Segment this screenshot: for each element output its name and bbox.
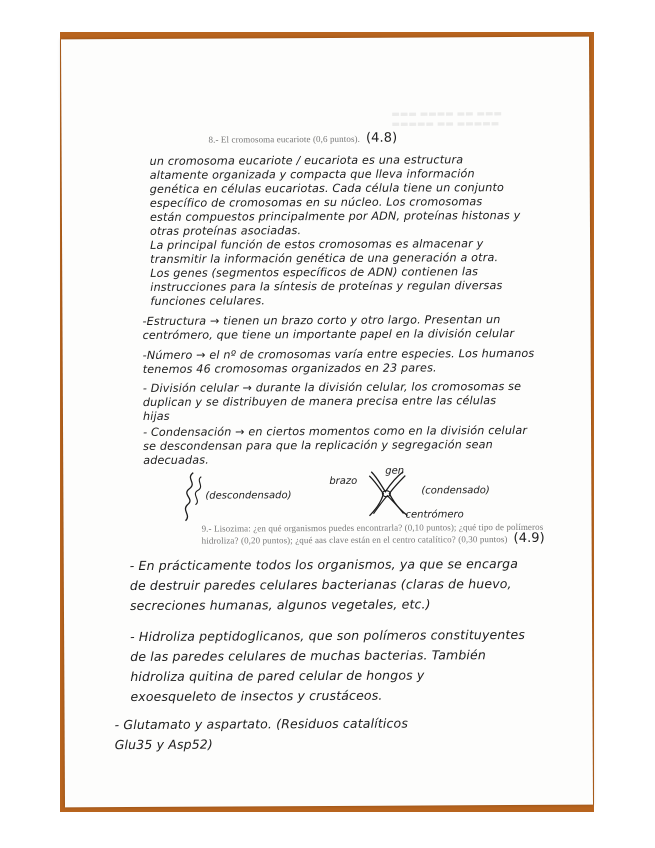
- text-line: -Número → el nº de cromosomas varía entre especies. Los humanos: [142, 346, 535, 362]
- text-line: secreciones humanas, algunos vegetales, etc.): [129, 596, 431, 614]
- decondensed-label: (descondensado): [205, 490, 292, 502]
- text-line: de las paredes celulares de muchas bacterias. También: [130, 647, 486, 665]
- text-line: - División celular → durante la división celular, los cromosomas se: [142, 379, 522, 395]
- q8-item-condensacion: [143, 424, 591, 468]
- question-8-prompt: 8.- El cromosoma eucariote (0,6 puntos). (4.8): [208, 130, 398, 146]
- text-line: se descondensan para que la replicación y segregación sean: [143, 438, 493, 453]
- text-line: - Glutamato y aspartato. (Residuos catalíticos: [114, 715, 409, 733]
- text-line: altamente organizada y compacta que lleva información: [149, 167, 475, 182]
- text-line: - Hidroliza peptidoglicanos, que son polímeros constituyentes: [130, 626, 525, 645]
- text-line: - En prácticamente todos los organismos, ya que se encarga: [129, 556, 519, 574]
- gene-label: gen: [385, 465, 405, 477]
- arm-label: brazo: [329, 475, 358, 487]
- text-line: hijas: [142, 409, 170, 423]
- centromere-label: centrómero: [405, 509, 464, 521]
- text-line: de destruir paredes celulares bacterianas (claras de huevo,: [129, 576, 512, 594]
- q9-answer-polymers: [130, 625, 590, 707]
- text-line: - Condensación → en ciertos momentos como en la división celular: [143, 423, 528, 439]
- text-line: instrucciones para la síntesis de proteínas y regulan diversas: [150, 279, 503, 294]
- q8-function-paragraph: [150, 237, 590, 309]
- text-line: Los genes (segmentos específicos de ADN) contienen las: [150, 265, 479, 280]
- text-line: La principal función de estos cromosomas es almacenar y: [150, 237, 484, 252]
- q8-intro-paragraph: [150, 153, 590, 239]
- text-line: exoesqueleto de insectos y crustáceos.: [130, 687, 383, 705]
- text-line: genética en células eucariotas. Cada célula tiene un conjunto: [149, 181, 504, 196]
- text-line: funciones celulares.: [150, 294, 266, 308]
- text-line: -Estructura → tienen un brazo corto y otro largo. Presentan un: [142, 313, 501, 328]
- text-line: tenemos 46 cromosomas organizados en 23 pares.: [142, 361, 437, 376]
- question-8-score: (4.8): [365, 130, 398, 146]
- text-line: transmitir la información genética de una generación a otra.: [150, 251, 499, 266]
- q8-item-numero: [143, 347, 591, 377]
- text-line: hidroliza quitina de pared celular de hongos y: [130, 667, 425, 685]
- question-9-score: (4.9): [513, 530, 545, 547]
- q9-answer-organisms: [130, 554, 590, 616]
- condensed-label: (condensado): [421, 485, 490, 497]
- text-line: adecuadas.: [143, 453, 210, 467]
- text-line: específico de cromosomas en su núcleo. Los cromosomas: [149, 195, 483, 210]
- question-9-prompt: 9.- Lisozima: ¿en qué organismos puedes encontrarla? (0,10 puntos); ¿qué tipo de polímeros hidroliza? (0,20 puntos); ¿qué aas clave están en el centro catalítico? (0,30 puntos) (4.9): [201, 521, 545, 547]
- q8-item-estructura: [142, 313, 590, 343]
- q8-item-division-celular: [143, 380, 591, 424]
- text-line: centrómero, que tiene un importante papel en la división celular: [142, 327, 515, 342]
- text-line: duplican y se distribuyen de manera precisa entre las células: [142, 394, 497, 409]
- text-line: Glu35 y Asp52): [114, 736, 213, 753]
- text-line: un cromosoma eucariote / eucariota es una estructura: [149, 153, 464, 168]
- q9-answer-residues: [115, 713, 585, 755]
- text-line: están compuestos principalmente por ADN, proteínas histonas y: [149, 208, 521, 224]
- exam-sheet: [61, 37, 593, 808]
- show-through-text: ▬▬▬ ▬▬▬▬ ▬▬ ▬▬▬ ▬▬▬▬▬ ▬▬ ▬▬▬▬▬: [391, 109, 503, 130]
- text-line: otras proteínas asociadas.: [149, 224, 302, 238]
